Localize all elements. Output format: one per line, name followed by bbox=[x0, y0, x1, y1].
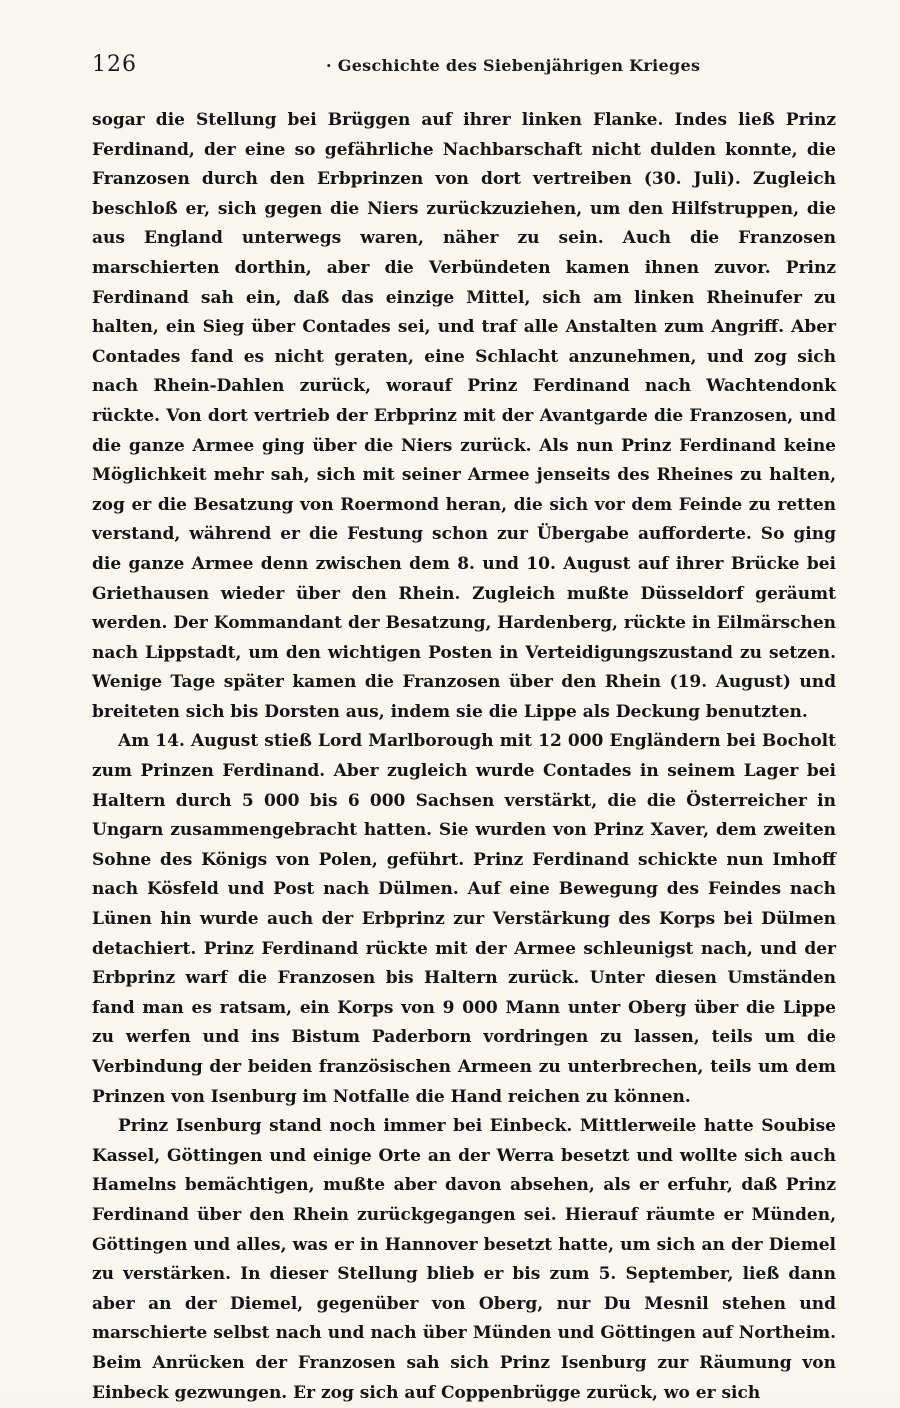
running-title: · Geschichte des Siebenjährigen Krieges bbox=[326, 56, 701, 75]
paragraph-3: Prinz Isenburg stand noch immer bei Einbeck. Mittlerweile hatte Soubise Kassel, Göttingen und einige Orte an der Werra besetzt und wollte sich auch Hamelns bemächtigen, mußte aber davon absehen, als er erfuhr, daß Prinz Ferdinand über den Rhein zurückgegangen sei. Hierauf räumte er Münden, Göttingen und alles, was er in Hannover besetzt hatte, um sich an der Diemel zu verstärken. In dieser Stellung blieb er bis zum 5. September, ließ dann aber an der Diemel, gegenüber von Oberg, nur Du Mesnil stehen und marschierte selbst nach und nach über Münden und Göttingen auf Northeim. Beim Anrücken der Franzosen sah sich Prinz Isenburg zur Räumung von Einbeck gezwungen. Er zog sich auf Coppenbrügge zurück, wo er sich bbox=[92, 1116, 836, 1403]
paragraph-1: sogar die Stellung bei Brüggen auf ihrer linken Flanke. Indes ließ Prinz Ferdinand, der eine so gefährliche Nachbarschaft nicht dulden konnte, die Franzosen durch den Erbprinzen von dort vertreiben (30. Juli). Zugleich beschloß er, sich gegen die Niers zurückzuziehen, um den Hilfstruppen, die aus England unterwegs waren, näher zu sein. Auch die Franzosen marschierten dorthin, aber die Verbündeten kamen ihnen zuvor. Prinz Ferdinand sah ein, daß das einzige Mittel, sich am linken Rheinufer zu halten, ein Sieg über Contades sei, und traf alle Anstalten zum Angriff. Aber Contades fand es nicht geraten, eine Schlacht anzunehmen, und zog sich nach Rhein-Dahlen zurück, worauf Prinz Ferdinand nach Wachtendonk rückte. Von dort vertrieb der Erbprinz mit der Avantgarde die Franzosen, und die ganze Armee ging über die Niers zurück. Als nun Prinz Ferdinand keine Möglichkeit mehr sah, sich mit seiner Armee jenseits des Rheines zu halten, zog er die Besatzung von Roermond heran, die sich vor dem Feinde zu retten verstand, während er die Festung schon zur Übergabe aufforderte. So ging die ganze Armee denn zwischen dem 8. und 10. August auf ihrer Brücke bei Griethausen wieder über den Rhein. Zugleich mußte Düsseldorf geräumt werden. Der Kommandant der Besatzung, Hardenberg, rückte in Eilmärschen nach Lippstadt, um den wichtigen Posten in Verteidigungszustand zu setzen. Wenige Tage später kamen die Franzosen über den Rhein (19. August) und breiteten sich bis Dorsten aus, indem sie die Lippe als Deckung benutzten. bbox=[92, 110, 836, 722]
paragraph-2: Am 14. August stieß Lord Marlborough mit 12 000 Engländern bei Bocholt zum Prinzen Ferdinand. Aber zugleich wurde Contades in seinem Lager bei Haltern durch 5 000 bis 6 000 Sachsen verstärkt, die die Österreicher in Ungarn zusammengebracht hatten. Sie wurden von Prinz Xaver, dem zweiten Sohne des Königs von Polen, geführt. Prinz Ferdinand schickte nun Imhoff nach Kösfeld und Post nach Dülmen. Auf eine Bewegung des Feindes nach Lünen hin wurde auch der Erbprinz zur Verstärkung des Korps bei Dülmen detachiert. Prinz Ferdinand rückte mit der Armee schleunigst nach, und der Erbprinz warf die Franzosen bis Haltern zurück. Unter diesen Umständen fand man es ratsam, ein Korps von 9 000 Mann unter Oberg über die Lippe zu werfen und ins Bistum Paderborn vordringen zu lassen, teils um die Verbindung der beiden französischen Armeen zu unterbrechen, teils um dem Prinzen von Isenburg im Notfalle die Hand reichen zu können. bbox=[92, 731, 836, 1107]
running-head bbox=[92, 52, 830, 88]
body-text bbox=[92, 106, 836, 1408]
page-number: 126 bbox=[92, 52, 137, 77]
